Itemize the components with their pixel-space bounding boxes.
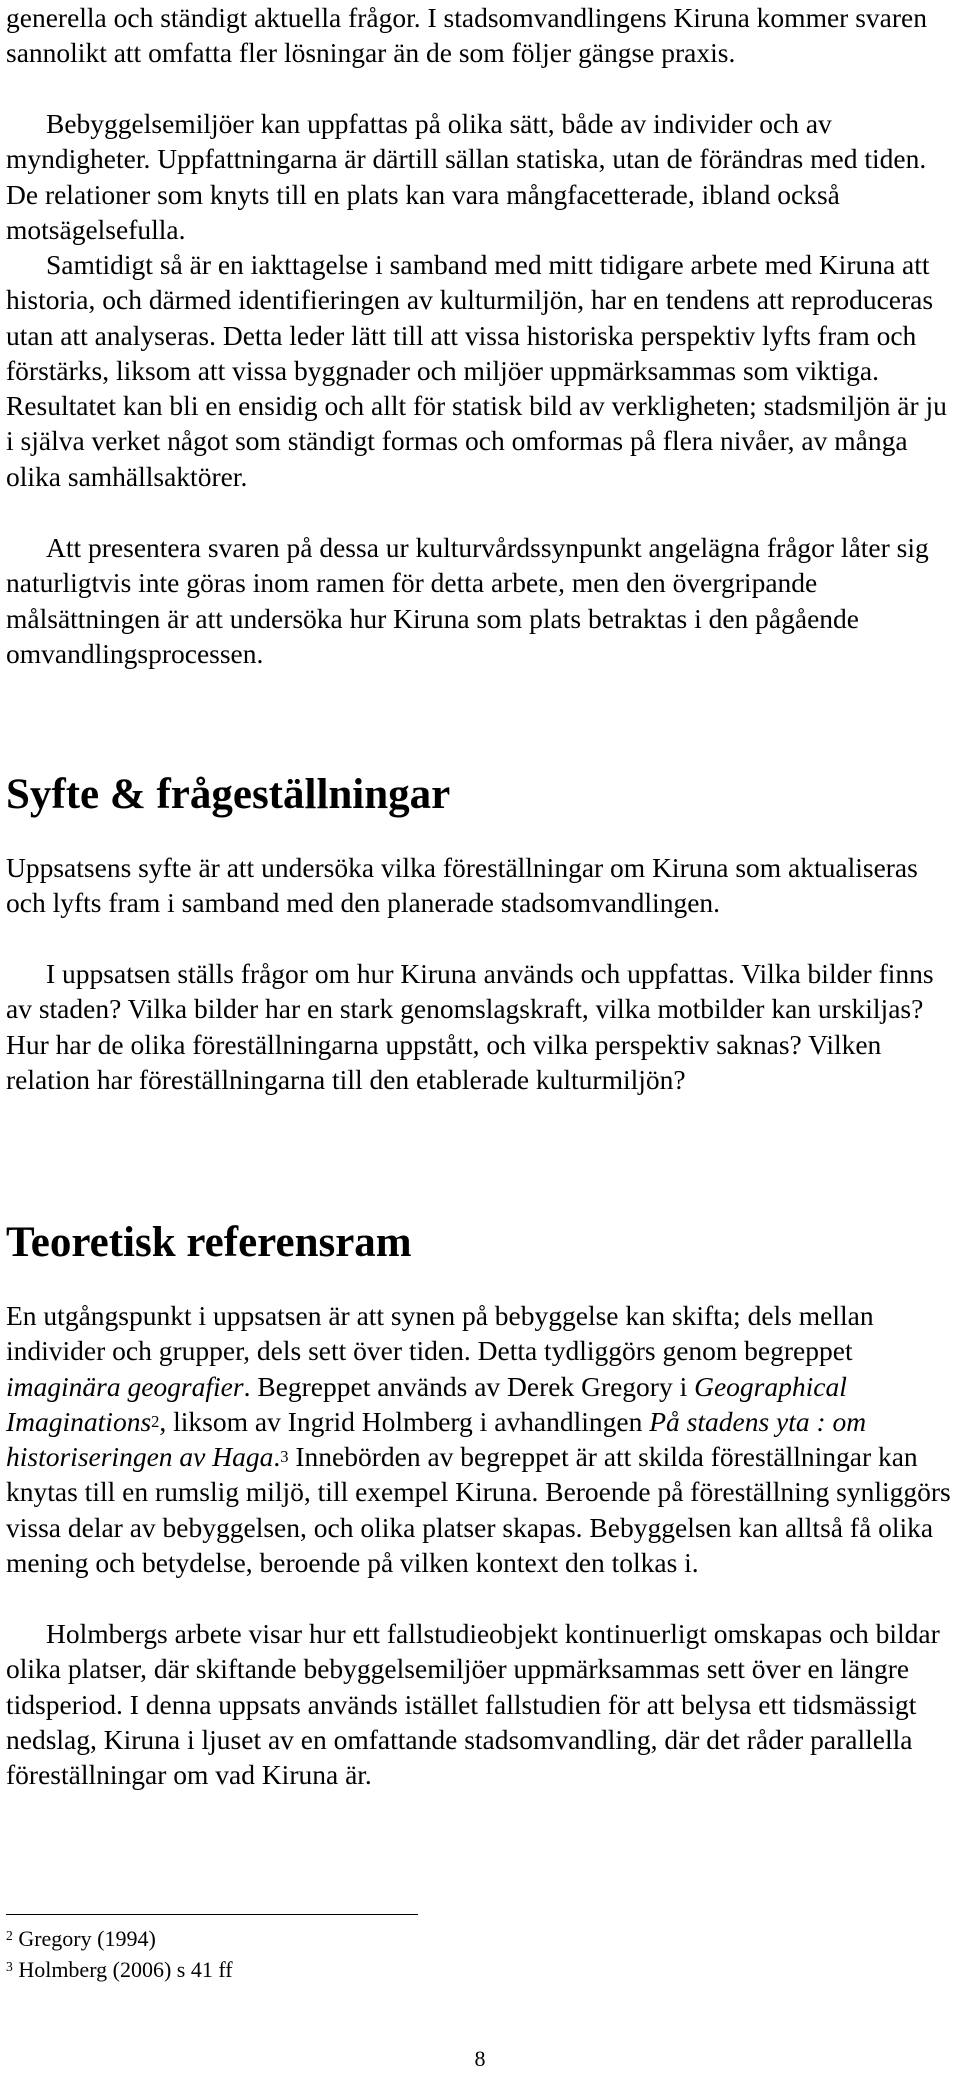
paragraph-holmbergs-arbete: Holmbergs arbete visar hur ett fallstudieobjekt kontinuerligt omskapas och bildar olika platser, där skiftande bebyggelsemiljöer uppmärksammas sett över en längre tidsperiod. I denna uppsats används istället fallstudien för att belysa ett tidsmässigt nedslag, Kiruna i ljuset av en omfattande stadsomvandling, där det råder parallella föreställningar om vad Kiruna är.: [6, 1618, 940, 1791]
text-run: .: [273, 1441, 281, 1473]
work-title-gregory: Geographical Imaginations: [6, 1370, 847, 1437]
footnote-text: Holmberg (2006) s 41 ff: [18, 1957, 233, 1982]
text-run: Innebörden av begreppet är att skilda föreställningar kan knytas till en rumslig miljö, till exempel Kiruna. Beroende på föreställning synliggörs vissa delar av bebyggelsen, och olika platser skapas. Bebyggelsen kan alltså få olika mening och betydelse, beroende på vilken kontext den tolkas i.: [6, 1441, 951, 1579]
term-imaginara-geografier: imaginära geografier: [6, 1370, 244, 1402]
paragraph-bebyggelsemiljoer: Bebyggelsemiljöer kan uppfattas på olika sätt, både av individer och av myndigheter. Uppfattningarna är därtill sällan statiska, utan de förändras med tiden. De relationer som knyts till en plats kan vara mångfacetterade, ibland också motsägelsefulla.: [6, 108, 927, 245]
text-run: . Begreppet används av Derek Gregory i: [243, 1370, 695, 1402]
footnote-text: Gregory (1994): [18, 1926, 156, 1951]
paragraph-fragor: I uppsatsen ställs frågor om hur Kiruna används och uppfattas. Vilka bilder finns av staden? Vilka bilder har en stark genomslagskraft, vilka motbilder kan urskiljas? Hur har de olika föreställningarna uppstått, och vilka perspektiv saknas? Vilken relation har föreställningarna till den etablerade kulturmiljön?: [6, 958, 934, 1095]
text-run: En utgångspunkt i uppsatsen är att synen på bebyggelse kan skifta; dels mellan individer och grupper, dels sett över tiden. Detta tydliggörs genom begreppet: [6, 1300, 874, 1367]
footnote-2: [6, 1924, 156, 1954]
footnote-3: [6, 1955, 233, 1985]
paragraph-iakttagelse: Samtidigt så är en iakttagelse i samband med mitt tidigare arbete med Kiruna att historia, och därmed identifieringen av kulturmiljön, har en tendens att reproduceras utan att analyseras. Detta leder lätt till att vissa historiska perspektiv lyfts fram och förstärks, liksom att vissa byggnader och miljöer uppmärksammas som viktiga. Resultatet kan bli en ensidig och allt för statisk bild av verkligheten; stadsmiljön är ju i själva verket något som ständigt formas och omformas på flera nivåer, av många olika samhällsaktörer.: [6, 249, 947, 492]
paragraph-utgangspunkt: [6, 1298, 956, 1580]
text-run: , liksom av Ingrid Holmberg i avhandlingen: [159, 1405, 650, 1437]
heading-teoretisk-referensram: Teoretisk referensram: [6, 1219, 412, 1266]
paragraph-continued: generella och ständigt aktuella frågor. I stadsomvandlingens Kiruna kommer svaren sannolikt att omfatta fler lösningar än de som följer gängse praxis.: [6, 2, 927, 69]
footnote-ref-2: 2: [151, 1411, 160, 1431]
footnote-separator: [6, 1914, 418, 1915]
footnote-number: 3: [6, 1958, 13, 1974]
paragraph-presentera-svaren: Att presentera svaren på dessa ur kulturvårdssynpunkt angelägna frågor låter sig naturligtvis inte göras inom ramen för detta arbete, men den övergripande målsättningen är att undersöka hur Kiruna som plats betraktas i den pågående omvandlingsprocessen.: [6, 532, 929, 669]
page-number: 8: [474, 2046, 486, 2071]
heading-syfte: Syfte & frågeställningar: [6, 771, 451, 818]
footnote-number: 2: [6, 1927, 13, 1943]
work-title-holmberg: På stadens yta : om historiseringen av Haga: [6, 1405, 867, 1473]
paragraph-syfte: Uppsatsens syfte är att undersöka vilka föreställningar om Kiruna som aktualiseras och lyfts fram i samband med den planerade stadsomvandlingen.: [6, 852, 918, 919]
footnote-ref-3: 3: [280, 1447, 289, 1467]
